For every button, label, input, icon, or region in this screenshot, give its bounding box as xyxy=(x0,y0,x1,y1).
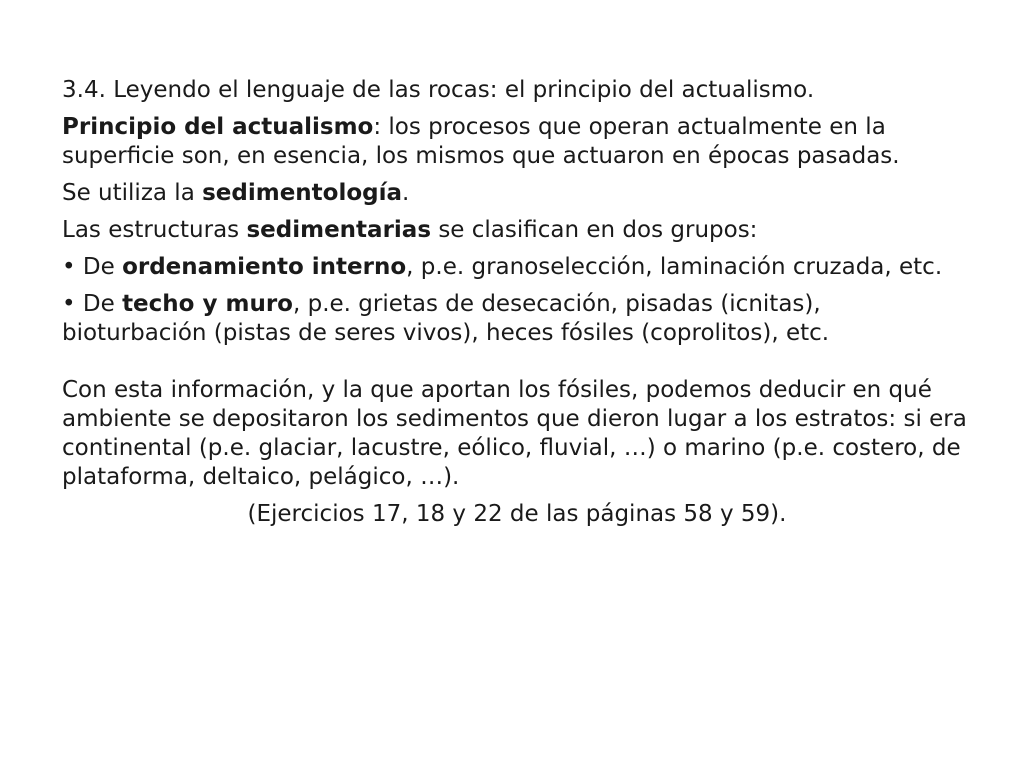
structures-paragraph xyxy=(62,216,972,245)
bullet-description: , p.e. grietas de desecación, pisadas (icnitas), bioturbación (pistas de seres vivos), heces fósiles (coprolitos), etc. xyxy=(62,291,830,346)
bullet-term: techo y muro xyxy=(122,291,293,317)
structures-text-after: se clasifican en dos grupos: xyxy=(431,217,758,243)
principle-paragraph xyxy=(62,113,972,171)
bullet-marker: • De xyxy=(62,291,123,317)
principle-definition: : los procesos que operan actualmente en la superficie son, en esencia, los mismos que actuaron en épocas pasadas. xyxy=(62,114,900,169)
method-text-before: Se utiliza la xyxy=(62,180,203,206)
bullet-item-internal-order xyxy=(62,253,972,282)
bullet-description: , p.e. granoselección, laminación cruzada, etc. xyxy=(406,254,943,280)
slide-content xyxy=(62,76,972,537)
method-term: sedimentología xyxy=(202,180,403,206)
method-paragraph xyxy=(62,179,972,208)
method-text-after: . xyxy=(402,180,410,206)
structures-text-before: Las estructuras xyxy=(62,217,247,243)
principle-term: Principio del actualismo xyxy=(62,114,374,140)
structures-term: sedimentarias xyxy=(246,217,432,243)
section-heading: 3.4. Leyendo el lenguaje de las rocas: el principio del actualismo. xyxy=(62,77,815,103)
bullet-term: ordenamiento interno xyxy=(122,254,407,280)
exercises-reference: (Ejercicios 17, 18 y 22 de las páginas 58 y 59). xyxy=(247,501,787,527)
conclusion-paragraph: Con esta información, y la que aportan los fósiles, podemos deducir en qué ambiente se depositaron los sedimentos que dieron lugar a los estratos: si era continental (p.e. glaciar, lacustre, eólico, fluvial, …) o marino (p.e. costero, de plataforma, deltaico, pelágico, …). xyxy=(62,377,967,490)
bullet-item-top-and-bottom xyxy=(62,290,972,348)
bullet-marker: • De xyxy=(62,254,123,280)
